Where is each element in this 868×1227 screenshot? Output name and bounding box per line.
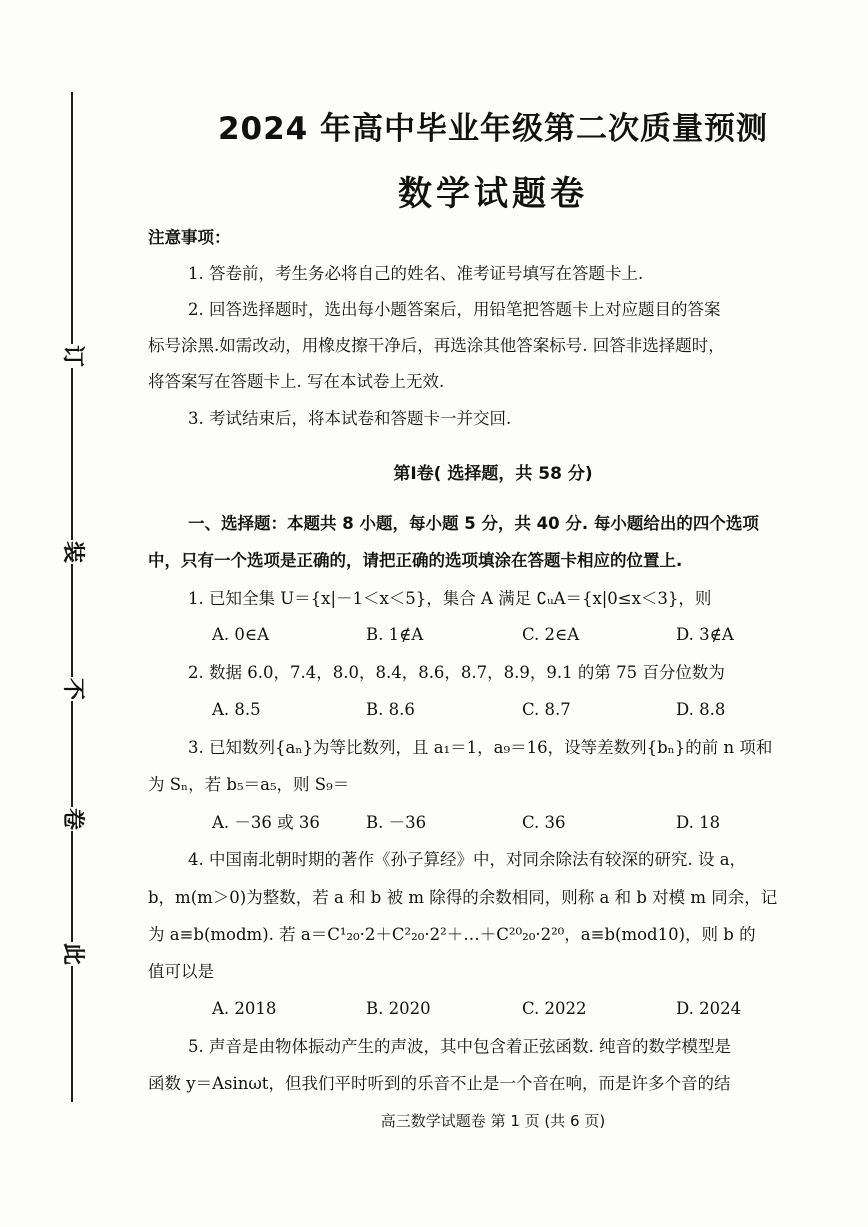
intro-line: 中，只有一个选项是正确的，请把正确的选项填涂在答题卡相应的位置上.	[148, 551, 683, 570]
question-3-stem: 为 Sₙ，若 b₅＝a₅，则 S₉＝	[148, 775, 350, 794]
option: A. 8.5	[212, 700, 261, 719]
option: C. 36	[522, 813, 566, 832]
page-footer: 高三数学试题卷 第 1 页 (共 6 页)	[380, 1112, 606, 1130]
question-4-stem: 为 a≡b(modm). 若 a＝C¹₂₀·2＋C²₂₀·2²＋…＋C²⁰₂₀·2²⁰，a≡b(mod10)，则 b 的	[148, 925, 756, 944]
option: D. 18	[676, 813, 721, 832]
option: A. 0∈A	[212, 625, 270, 644]
option: B. 8.6	[366, 700, 415, 719]
binding-char: 卷	[60, 807, 85, 830]
binding-char: 装	[60, 540, 85, 563]
intro-line: 一、选择题：本题共 8 小题，每小题 5 分，共 40 分. 每小题给出的四个选项	[188, 514, 759, 533]
question-1-stem: 1. 已知全集 U＝{x|－1＜x＜5}，集合 A 满足 ∁ᵤA＝{x|0≤x＜3}，则	[188, 589, 712, 608]
question-3-stem: 3. 已知数列{aₙ}为等比数列，且 a₁＝1，a₉＝16，设等差数列{bₙ}的前 n 项和	[188, 738, 773, 757]
binding-char: 此	[60, 942, 85, 965]
question-4-stem: 值可以是	[148, 962, 214, 981]
option: B. 2020	[366, 999, 431, 1018]
binding-margin	[60, 92, 84, 1102]
option: A. 2018	[212, 999, 277, 1018]
option: D. 8.8	[676, 700, 726, 719]
question-4-stem: 4. 中国南北朝时期的著作《孙子算经》中，对同余除法有较深的研究. 设 a，	[188, 850, 747, 869]
option: A. －36 或 36	[212, 813, 320, 832]
notice-line: 3. 考试结束后，将本试卷和答题卡一并交回.	[188, 409, 512, 428]
option: C. 2022	[522, 999, 587, 1018]
notice-heading: 注意事项：	[148, 228, 231, 247]
question-5-stem: 5. 声音是由物体振动产生的声波，其中包含着正弦函数. 纯音的数学模型是	[188, 1037, 731, 1056]
question-4-stem: b，m(m＞0)为整数，若 a 和 b 被 m 除得的余数相同，则称 a 和 b 对模 m 同余，记	[148, 888, 778, 907]
notice-line: 1. 答卷前，考生务必将自己的姓名、准考证号填写在答题卡上.	[188, 264, 644, 283]
section-heading: 第Ⅰ卷( 选择题，共 58 分)	[393, 464, 593, 484]
option: C. 2∈A	[522, 625, 580, 644]
question-2-stem: 2. 数据 6.0，7.4，8.0，8.4，8.6，8.7，8.9，9.1 的第 75 百分位数为	[188, 663, 725, 682]
option: B. －36	[366, 813, 427, 832]
option: C. 8.7	[522, 700, 571, 719]
page-title: 2024 年高中毕业年级第二次质量预测	[217, 111, 769, 147]
option: B. 1∉A	[366, 625, 424, 644]
option: D. 2024	[676, 999, 742, 1018]
question-5-stem: 函数 y＝Asinωt，但我们平时听到的乐音不止是一个音在响，而是许多个音的结	[148, 1074, 731, 1093]
option: D. 3∉A	[676, 625, 734, 644]
notice-line: 标号涂黑.如需改动，用橡皮擦干净后，再选涂其他答案标号. 回答非选择题时，	[148, 336, 725, 355]
page-subtitle: 数学试题卷	[398, 174, 588, 214]
binding-char: 不	[60, 677, 85, 700]
notice-line: 将答案写在答题卡上. 写在本试卷上无效.	[148, 372, 445, 391]
notice-line: 2. 回答选择题时，选出每小题答案后，用铅笔把答题卡上对应题目的答案	[188, 300, 721, 319]
binding-char: 订	[60, 344, 85, 367]
